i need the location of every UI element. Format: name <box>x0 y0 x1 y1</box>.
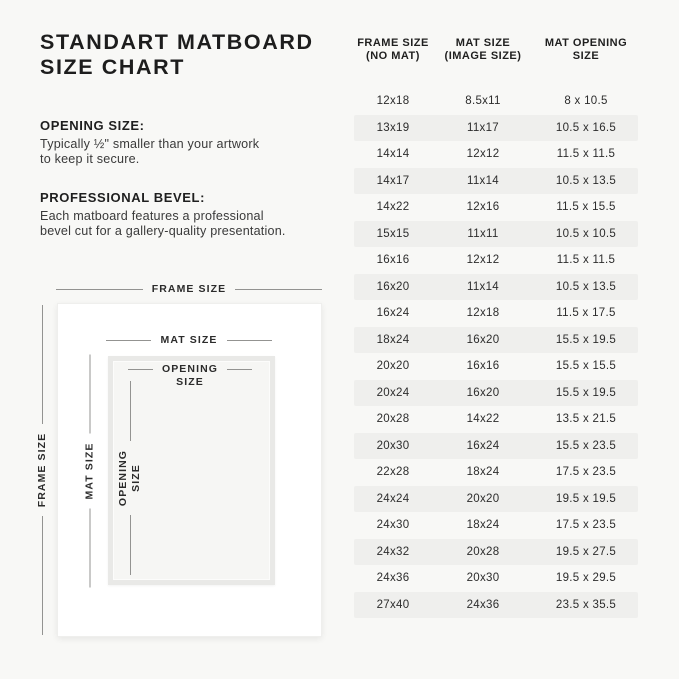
table-cell: 23.5 x 35.5 <box>555 598 617 611</box>
opening-size-label-text-line2: SIZE <box>176 376 204 388</box>
table-cell: 24x36 <box>376 572 410 585</box>
table-cell: 16x20 <box>466 333 500 346</box>
table-cell: 18x24 <box>466 519 500 532</box>
dimension-line <box>130 515 131 575</box>
professional-bevel-text-line1: Each matboard features a professional <box>40 209 264 223</box>
table-row <box>354 327 638 354</box>
table-cell: 10.5 x 16.5 <box>555 121 617 134</box>
size-table-body <box>354 88 638 618</box>
table-cell: 18x24 <box>376 333 410 346</box>
frame-size-label-text-vertical: FRAME SIZE <box>35 432 48 508</box>
table-row <box>354 88 638 115</box>
table-row <box>354 168 638 195</box>
table-cell: 16x16 <box>376 254 410 267</box>
table-cell: 12x18 <box>376 95 410 108</box>
table-cell: 8 x 10.5 <box>564 95 608 108</box>
table-cell: 15.5 x 19.5 <box>555 386 617 399</box>
table-cell: 18x24 <box>466 466 500 479</box>
opening-size-label-text-line1: OPENING <box>161 363 219 375</box>
table-cell: 20x20 <box>466 492 500 505</box>
table-row <box>354 380 638 407</box>
frame-size-label-text: FRAME SIZE <box>151 282 227 295</box>
table-cell: 10.5 x 13.5 <box>555 280 617 293</box>
table-cell: 11.5 x 11.5 <box>556 148 616 161</box>
dimension-line <box>130 381 131 441</box>
mat-size-label-text-vertical: MAT SIZE <box>83 442 95 500</box>
dimension-line <box>89 509 90 588</box>
table-cell: 15.5 x 23.5 <box>555 439 617 452</box>
table-cell: 16x16 <box>466 360 500 373</box>
professional-bevel-section <box>40 190 340 239</box>
table-cell: 11x14 <box>467 280 499 293</box>
table-cell: 16x24 <box>466 439 500 452</box>
column-header: MAT SIZE (IMAGE SIZE) <box>444 37 522 62</box>
table-cell: 15.5 x 19.5 <box>555 333 617 346</box>
table-cell: 17.5 x 23.5 <box>555 466 617 479</box>
table-cell: 11.5 x 11.5 <box>556 254 616 267</box>
opening-size-label-left <box>117 381 143 575</box>
table-cell: 12x18 <box>466 307 500 320</box>
table-cell: 11x14 <box>467 174 499 187</box>
mat-size-label-top <box>106 333 272 347</box>
table-cell: 11.5 x 15.5 <box>556 201 616 214</box>
table-row <box>354 141 638 168</box>
table-cell: 20x28 <box>466 545 500 558</box>
table-cell: 13x19 <box>376 121 410 134</box>
table-row <box>354 406 638 433</box>
page-title-line1: STANDART MATBOARD <box>40 30 314 54</box>
dimension-line <box>56 289 143 290</box>
dimension-line <box>42 516 43 635</box>
table-row <box>354 433 638 460</box>
table-cell: 14x22 <box>466 413 500 426</box>
table-cell: 11.5 x 17.5 <box>556 307 616 320</box>
frame-size-label-left <box>35 305 49 635</box>
table-cell: 14x14 <box>376 148 410 161</box>
table-cell: 15.5 x 15.5 <box>555 360 617 373</box>
opening-size-text-line2: to keep it secure. <box>40 152 140 166</box>
table-row <box>354 486 638 513</box>
opening-size-label-text-vertical: OPENING SIZE <box>117 449 142 507</box>
opening-size-text-line1: Typically ½" smaller than your artwork <box>40 137 260 151</box>
table-cell: 20x30 <box>466 572 500 585</box>
dimension-line <box>227 340 272 341</box>
table-cell: 19.5 x 27.5 <box>555 545 617 558</box>
table-cell: 16x20 <box>466 386 500 399</box>
opening-size-heading: OPENING SIZE: <box>40 118 145 133</box>
table-row <box>354 592 638 619</box>
dimension-line <box>235 289 322 290</box>
mat-size-label-left <box>83 355 97 588</box>
table-cell: 19.5 x 19.5 <box>555 492 617 505</box>
table-cell: 16x24 <box>376 307 410 320</box>
table-cell: 24x36 <box>466 598 500 611</box>
table-cell: 11x11 <box>467 227 499 240</box>
table-cell: 16x20 <box>376 280 410 293</box>
table-cell: 14x17 <box>376 174 410 187</box>
table-cell: 12x12 <box>466 254 500 267</box>
table-row <box>354 221 638 248</box>
table-cell: 12x12 <box>466 148 500 161</box>
page-title <box>40 30 314 80</box>
table-cell: 10.5 x 10.5 <box>555 227 617 240</box>
table-cell: 20x20 <box>376 360 410 373</box>
mat-size-label-text: MAT SIZE <box>160 333 218 346</box>
opening-size-label-top <box>128 363 252 388</box>
table-row <box>354 459 638 486</box>
table-cell: 24x30 <box>376 519 410 532</box>
table-cell: 20x28 <box>376 413 410 426</box>
table-cell: 12x16 <box>466 201 500 214</box>
table-cell: 24x24 <box>376 492 410 505</box>
table-cell: 20x24 <box>376 386 410 399</box>
table-cell: 20x30 <box>376 439 410 452</box>
table-cell: 24x32 <box>376 545 410 558</box>
table-header-row <box>354 37 638 63</box>
page-title-line2: SIZE CHART <box>40 55 185 79</box>
table-cell: 10.5 x 13.5 <box>555 174 617 187</box>
table-row <box>354 247 638 274</box>
column-header: MAT OPENING SIZE <box>544 37 628 62</box>
frame-size-label-top <box>56 282 322 296</box>
table-row <box>354 274 638 301</box>
table-row <box>354 539 638 566</box>
table-cell: 13.5 x 21.5 <box>555 413 617 426</box>
professional-bevel-text-line2: bevel cut for a gallery-quality presentation. <box>40 224 286 238</box>
table-row <box>354 115 638 142</box>
table-row <box>354 300 638 327</box>
table-row <box>354 353 638 380</box>
table-row <box>354 565 638 592</box>
opening-size-label-row <box>128 363 252 376</box>
dimension-line <box>106 340 151 341</box>
table-row <box>354 194 638 221</box>
table-cell: 15x15 <box>376 227 410 240</box>
table-row <box>354 512 638 539</box>
dimension-line <box>227 369 252 370</box>
column-header: FRAME SIZE (NO MAT) <box>357 37 429 62</box>
table-cell: 17.5 x 23.5 <box>555 519 617 532</box>
table-cell: 8.5x11 <box>465 95 501 108</box>
table-cell: 11x17 <box>467 121 499 134</box>
dimension-line <box>128 369 153 370</box>
table-cell: 14x22 <box>376 201 410 214</box>
dimension-line <box>42 305 43 424</box>
professional-bevel-heading: PROFESSIONAL BEVEL: <box>40 190 206 205</box>
dimension-line <box>89 355 90 434</box>
table-cell: 19.5 x 29.5 <box>555 572 617 585</box>
table-cell: 22x28 <box>376 466 410 479</box>
opening-size-section <box>40 118 340 167</box>
table-cell: 27x40 <box>376 598 410 611</box>
